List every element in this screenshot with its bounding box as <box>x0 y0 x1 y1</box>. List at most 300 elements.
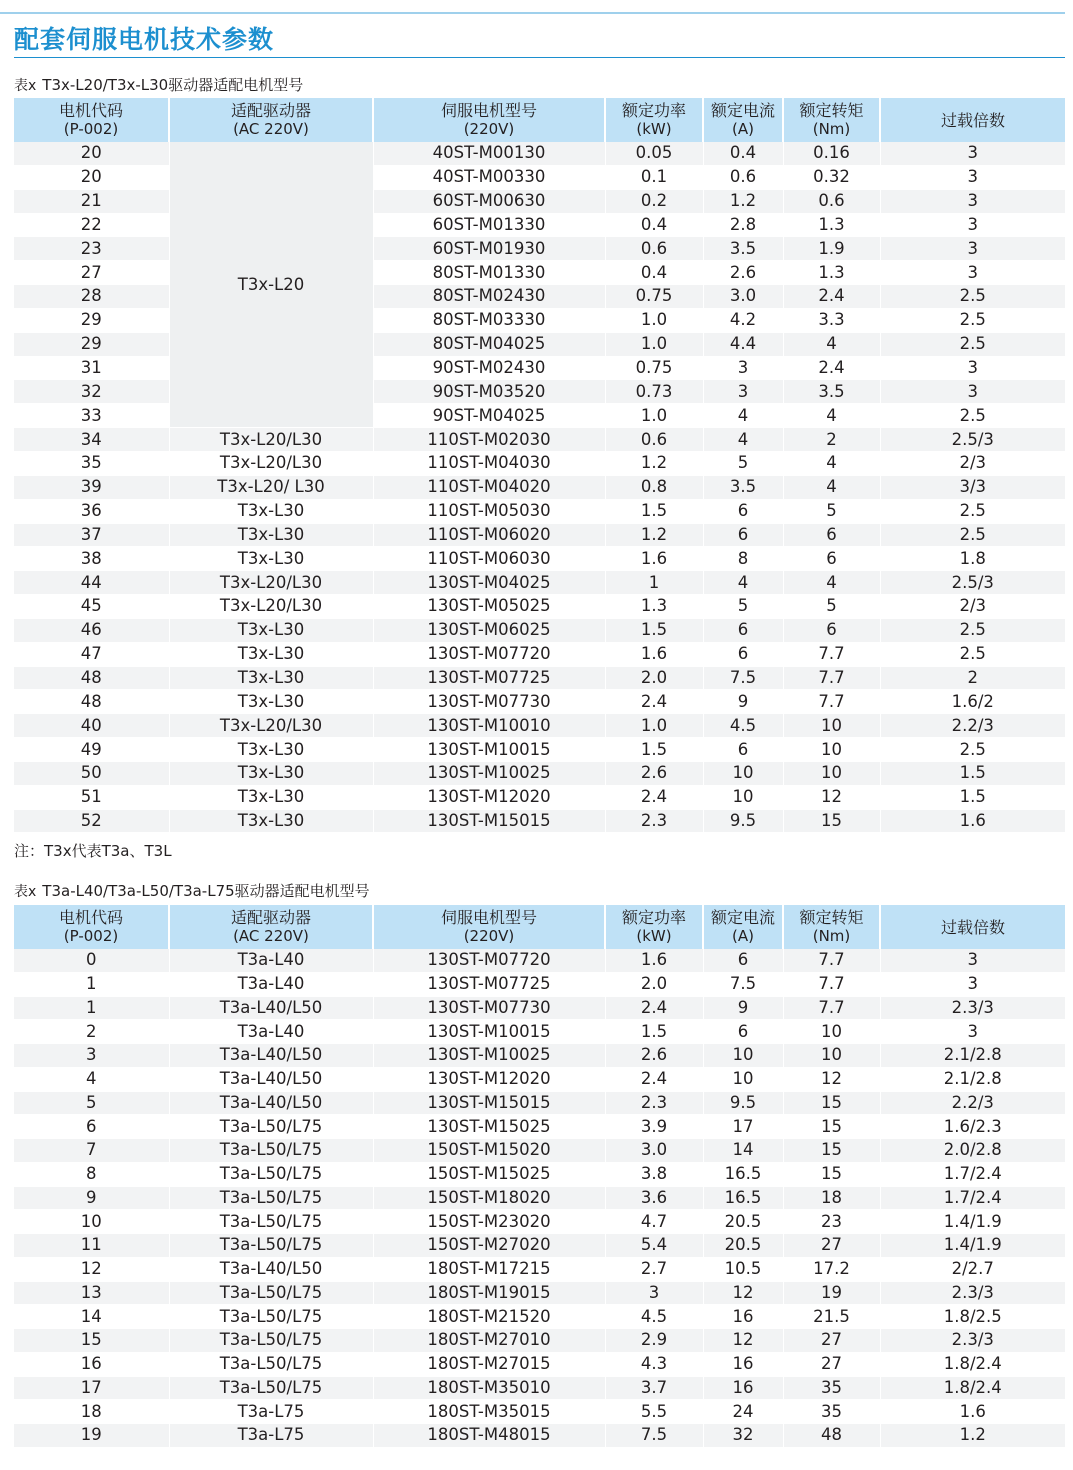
cell-rated-torque: 2.4 <box>783 356 880 380</box>
cell-rated-torque: 3.5 <box>783 380 880 404</box>
cell-motor-model: 110ST-M04020 <box>373 475 605 499</box>
table2-caption <box>14 880 370 901</box>
cell-rated-torque: 6 <box>783 547 880 571</box>
cell-rated-current: 0.4 <box>703 142 783 165</box>
cell-overload-ratio: 2.2/3 <box>880 714 1065 738</box>
cell-motor-model: 60ST-M01330 <box>373 213 605 237</box>
cell-motor-model: 130ST-M06025 <box>373 618 605 642</box>
cell-motor-model: 130ST-M07730 <box>373 690 605 714</box>
cell-rated-torque: 35 <box>783 1400 880 1424</box>
cell-driver: T3x-L20/L30 <box>169 451 373 475</box>
cell-rated-torque: 7.7 <box>783 666 880 690</box>
cell-rated-power: 2.3 <box>605 1091 703 1115</box>
cell-motor-code: 37 <box>14 523 169 547</box>
header-label: 伺服电机型号 <box>440 101 537 120</box>
cell-driver: T3x-L30 <box>169 618 373 642</box>
cell-overload-ratio: 3 <box>880 1020 1065 1044</box>
header-rated-power <box>605 98 703 142</box>
cell-overload-ratio: 2.5 <box>880 285 1065 309</box>
cell-motor-code: 23 <box>14 237 169 261</box>
cell-rated-current: 6 <box>703 499 783 523</box>
cell-motor-code: 13 <box>14 1281 169 1305</box>
table-row <box>14 618 1065 642</box>
motor-spec-table-2 <box>14 905 1065 1448</box>
cell-overload-ratio: 2.3/3 <box>880 1281 1065 1305</box>
cell-overload-ratio: 3 <box>880 237 1065 261</box>
cell-rated-current: 3.5 <box>703 237 783 261</box>
top-decorative-rule <box>0 12 1065 14</box>
cell-motor-code: 4 <box>14 1067 169 1091</box>
cell-motor-model: 80ST-M03330 <box>373 308 605 332</box>
cell-rated-power: 0.6 <box>605 237 703 261</box>
cell-driver: T3a-L50/L75 <box>169 1234 373 1258</box>
cell-motor-model: 130ST-M15015 <box>373 1091 605 1115</box>
cell-driver: T3a-L50/L75 <box>169 1115 373 1139</box>
cell-rated-power: 0.4 <box>605 213 703 237</box>
table1-caption-prefix: 表x <box>14 78 37 94</box>
cell-rated-torque: 17.2 <box>783 1257 880 1281</box>
cell-motor-model: 130ST-M15015 <box>373 809 605 833</box>
cell-motor-model: 180ST-M35010 <box>373 1376 605 1400</box>
table-row <box>14 523 1065 547</box>
cell-rated-power: 0.8 <box>605 475 703 499</box>
cell-driver: T3x-L30 <box>169 690 373 714</box>
table-row <box>14 571 1065 595</box>
cell-motor-code: 48 <box>14 690 169 714</box>
header-unit: (A) <box>732 120 754 138</box>
table2-caption-text: T3a-L40/T3a-L50/T3a-L75驱动器适配电机型号 <box>42 882 370 900</box>
header-unit: (kW) <box>636 927 672 945</box>
cell-overload-ratio: 3/3 <box>880 475 1065 499</box>
cell-overload-ratio: 2.5 <box>880 738 1065 762</box>
cell-driver: T3x-L20/L30 <box>169 571 373 595</box>
header-label: 额定功率 <box>621 908 686 927</box>
cell-rated-power: 2.4 <box>605 690 703 714</box>
cell-rated-torque: 48 <box>783 1424 880 1448</box>
cell-rated-torque: 4 <box>783 571 880 595</box>
cell-rated-torque: 10 <box>783 1044 880 1068</box>
cell-rated-current: 7.5 <box>703 972 783 996</box>
cell-overload-ratio: 2.2/3 <box>880 1091 1065 1115</box>
cell-overload-ratio: 2/2.7 <box>880 1257 1065 1281</box>
cell-overload-ratio: 2.1/2.8 <box>880 1044 1065 1068</box>
cell-motor-model: 130ST-M04025 <box>373 571 605 595</box>
cell-motor-code: 1 <box>14 972 169 996</box>
cell-overload-ratio: 1.7/2.4 <box>880 1186 1065 1210</box>
cell-overload-ratio: 2.3/3 <box>880 1329 1065 1353</box>
cell-overload-ratio: 2.5 <box>880 642 1065 666</box>
table-row <box>14 1210 1065 1234</box>
cell-driver: T3a-L40/L50 <box>169 996 373 1020</box>
cell-motor-model: 90ST-M03520 <box>373 380 605 404</box>
cell-rated-power: 1.6 <box>605 642 703 666</box>
cell-rated-power: 2.6 <box>605 761 703 785</box>
cell-rated-power: 0.75 <box>605 356 703 380</box>
header-rated-current <box>703 905 783 949</box>
cell-motor-model: 130ST-M10025 <box>373 761 605 785</box>
header-label: 额定转矩 <box>799 908 864 927</box>
cell-rated-current: 7.5 <box>703 666 783 690</box>
cell-driver: T3x-L30 <box>169 499 373 523</box>
cell-motor-model: 180ST-M27015 <box>373 1352 605 1376</box>
table-header-row <box>14 98 1065 142</box>
cell-driver: T3a-L40/L50 <box>169 1091 373 1115</box>
cell-rated-power: 1.0 <box>605 404 703 428</box>
table-row <box>14 949 1065 972</box>
cell-motor-code: 48 <box>14 666 169 690</box>
cell-driver-merged: T3x-L20 <box>169 142 373 428</box>
cell-rated-current: 6 <box>703 1020 783 1044</box>
cell-rated-torque: 1.3 <box>783 213 880 237</box>
cell-motor-model: 180ST-M19015 <box>373 1281 605 1305</box>
cell-rated-current: 16 <box>703 1305 783 1329</box>
cell-rated-torque: 35 <box>783 1376 880 1400</box>
table-row <box>14 738 1065 762</box>
cell-rated-current: 14 <box>703 1139 783 1163</box>
cell-rated-current: 4.5 <box>703 714 783 738</box>
cell-motor-code: 50 <box>14 761 169 785</box>
cell-rated-torque: 10 <box>783 714 880 738</box>
table-row <box>14 642 1065 666</box>
cell-rated-power: 0.2 <box>605 189 703 213</box>
cell-rated-torque: 4 <box>783 404 880 428</box>
cell-motor-model: 130ST-M10025 <box>373 1044 605 1068</box>
cell-motor-code: 29 <box>14 332 169 356</box>
cell-overload-ratio: 1.5 <box>880 785 1065 809</box>
cell-rated-torque: 15 <box>783 1139 880 1163</box>
header-unit: (P-002) <box>63 927 119 945</box>
cell-overload-ratio: 2.5/3 <box>880 571 1065 595</box>
cell-rated-torque: 15 <box>783 1162 880 1186</box>
table-row <box>14 1329 1065 1353</box>
cell-motor-code: 45 <box>14 595 169 619</box>
cell-overload-ratio: 2.5/3 <box>880 428 1065 452</box>
cell-rated-power: 7.5 <box>605 1424 703 1448</box>
table-row <box>14 595 1065 619</box>
cell-motor-code: 3 <box>14 1044 169 1068</box>
header-unit: (A) <box>732 927 754 945</box>
cell-motor-code: 15 <box>14 1329 169 1353</box>
cell-rated-torque: 10 <box>783 1020 880 1044</box>
header-unit: (Nm) <box>812 120 851 138</box>
cell-rated-torque: 5 <box>783 595 880 619</box>
cell-motor-code: 21 <box>14 189 169 213</box>
cell-rated-torque: 7.7 <box>783 642 880 666</box>
cell-motor-model: 150ST-M23020 <box>373 1210 605 1234</box>
cell-rated-power: 1.5 <box>605 738 703 762</box>
cell-driver: T3x-L20/ L30 <box>169 475 373 499</box>
header-unit: (kW) <box>636 120 672 138</box>
table-row <box>14 785 1065 809</box>
cell-motor-code: 39 <box>14 475 169 499</box>
cell-motor-code: 16 <box>14 1352 169 1376</box>
cell-motor-model: 130ST-M07725 <box>373 972 605 996</box>
cell-rated-power: 0.1 <box>605 165 703 189</box>
cell-motor-model: 130ST-M10015 <box>373 738 605 762</box>
cell-rated-power: 5.4 <box>605 1234 703 1258</box>
cell-rated-power: 1.6 <box>605 949 703 972</box>
cell-motor-model: 110ST-M06030 <box>373 547 605 571</box>
cell-rated-current: 10.5 <box>703 1257 783 1281</box>
cell-driver: T3x-L30 <box>169 523 373 547</box>
cell-driver: T3x-L30 <box>169 785 373 809</box>
cell-motor-code: 1 <box>14 996 169 1020</box>
cell-motor-code: 0 <box>14 949 169 972</box>
header-motor-model <box>373 905 605 949</box>
header-unit: (220V) <box>463 120 515 138</box>
header-label: 额定转矩 <box>799 101 864 120</box>
header-label: 额定功率 <box>621 101 686 120</box>
table-row <box>14 1400 1065 1424</box>
cell-rated-power: 2.0 <box>605 972 703 996</box>
cell-overload-ratio: 3 <box>880 165 1065 189</box>
cell-motor-model: 180ST-M17215 <box>373 1257 605 1281</box>
cell-motor-model: 130ST-M12020 <box>373 1067 605 1091</box>
cell-motor-model: 90ST-M04025 <box>373 404 605 428</box>
cell-rated-power: 4.3 <box>605 1352 703 1376</box>
cell-rated-power: 1.0 <box>605 308 703 332</box>
header-rated-torque <box>783 905 880 949</box>
cell-rated-current: 12 <box>703 1281 783 1305</box>
cell-rated-power: 3 <box>605 1281 703 1305</box>
cell-driver: T3x-L20/L30 <box>169 595 373 619</box>
cell-motor-model: 40ST-M00130 <box>373 142 605 165</box>
cell-motor-code: 32 <box>14 380 169 404</box>
cell-overload-ratio: 2.5 <box>880 308 1065 332</box>
cell-rated-current: 4 <box>703 571 783 595</box>
cell-rated-torque: 27 <box>783 1329 880 1353</box>
cell-rated-power: 0.05 <box>605 142 703 165</box>
cell-motor-code: 35 <box>14 451 169 475</box>
cell-driver: T3a-L50/L75 <box>169 1186 373 1210</box>
cell-motor-model: 150ST-M18020 <box>373 1186 605 1210</box>
cell-motor-model: 60ST-M01930 <box>373 237 605 261</box>
cell-overload-ratio: 1.4/1.9 <box>880 1234 1065 1258</box>
cell-motor-model: 130ST-M10015 <box>373 1020 605 1044</box>
header-driver <box>169 905 373 949</box>
cell-motor-model: 110ST-M06020 <box>373 523 605 547</box>
cell-rated-power: 1.3 <box>605 595 703 619</box>
cell-rated-current: 16.5 <box>703 1162 783 1186</box>
cell-motor-model: 40ST-M00330 <box>373 165 605 189</box>
cell-driver: T3x-L30 <box>169 642 373 666</box>
cell-driver: T3a-L75 <box>169 1424 373 1448</box>
cell-rated-power: 4.5 <box>605 1305 703 1329</box>
cell-rated-torque: 12 <box>783 785 880 809</box>
header-rated-torque <box>783 98 880 142</box>
cell-rated-torque: 4 <box>783 332 880 356</box>
motor-spec-table-1 <box>14 98 1065 833</box>
cell-rated-current: 24 <box>703 1400 783 1424</box>
cell-overload-ratio: 2 <box>880 666 1065 690</box>
cell-overload-ratio: 3 <box>880 142 1065 165</box>
cell-rated-power: 1.2 <box>605 523 703 547</box>
cell-motor-model: 180ST-M21520 <box>373 1305 605 1329</box>
cell-driver: T3x-L30 <box>169 809 373 833</box>
cell-rated-power: 2.9 <box>605 1329 703 1353</box>
header-motor-code <box>14 905 169 949</box>
table-row <box>14 499 1065 523</box>
table-row <box>14 475 1065 499</box>
cell-overload-ratio: 1.8 <box>880 547 1065 571</box>
table-row <box>14 451 1065 475</box>
table1-caption-text: T3x-L20/T3x-L30驱动器适配电机型号 <box>42 76 304 94</box>
cell-motor-code: 27 <box>14 261 169 285</box>
cell-rated-torque: 5 <box>783 499 880 523</box>
cell-rated-power: 0.73 <box>605 380 703 404</box>
cell-rated-current: 5 <box>703 595 783 619</box>
cell-rated-torque: 4 <box>783 475 880 499</box>
cell-motor-code: 36 <box>14 499 169 523</box>
cell-rated-power: 3.6 <box>605 1186 703 1210</box>
cell-rated-current: 6 <box>703 523 783 547</box>
cell-motor-code: 5 <box>14 1091 169 1115</box>
cell-rated-torque: 27 <box>783 1352 880 1376</box>
cell-motor-code: 17 <box>14 1376 169 1400</box>
cell-rated-current: 6 <box>703 738 783 762</box>
header-overload-ratio <box>880 905 1065 949</box>
table-row <box>14 1186 1065 1210</box>
cell-motor-model: 150ST-M15020 <box>373 1139 605 1163</box>
cell-rated-torque: 27 <box>783 1234 880 1258</box>
cell-overload-ratio: 2.0/2.8 <box>880 1139 1065 1163</box>
cell-rated-torque: 15 <box>783 1091 880 1115</box>
cell-motor-code: 52 <box>14 809 169 833</box>
cell-rated-current: 4.4 <box>703 332 783 356</box>
header-label: 适配驱动器 <box>230 908 311 927</box>
cell-rated-current: 17 <box>703 1115 783 1139</box>
cell-driver: T3x-L30 <box>169 547 373 571</box>
cell-rated-current: 9.5 <box>703 809 783 833</box>
cell-motor-model: 80ST-M02430 <box>373 285 605 309</box>
cell-rated-power: 0.6 <box>605 428 703 452</box>
table-row <box>14 690 1065 714</box>
cell-driver: T3a-L50/L75 <box>169 1162 373 1186</box>
cell-rated-power: 1.0 <box>605 714 703 738</box>
table-row <box>14 1115 1065 1139</box>
cell-rated-torque: 2 <box>783 428 880 452</box>
cell-rated-power: 1.5 <box>605 499 703 523</box>
cell-rated-current: 4 <box>703 428 783 452</box>
cell-rated-current: 6 <box>703 618 783 642</box>
cell-overload-ratio: 1.6 <box>880 1400 1065 1424</box>
cell-motor-code: 33 <box>14 404 169 428</box>
cell-rated-power: 1 <box>605 571 703 595</box>
cell-overload-ratio: 2.5 <box>880 618 1065 642</box>
cell-rated-torque: 4 <box>783 451 880 475</box>
cell-driver: T3x-L30 <box>169 761 373 785</box>
cell-rated-torque: 18 <box>783 1186 880 1210</box>
table-row <box>14 1020 1065 1044</box>
table-row <box>14 1257 1065 1281</box>
header-label: 过载倍数 <box>940 917 1005 937</box>
cell-rated-current: 1.2 <box>703 189 783 213</box>
cell-rated-current: 32 <box>703 1424 783 1448</box>
cell-motor-model: 130ST-M10010 <box>373 714 605 738</box>
cell-rated-current: 4 <box>703 404 783 428</box>
cell-rated-current: 16 <box>703 1376 783 1400</box>
cell-motor-code: 18 <box>14 1400 169 1424</box>
cell-rated-torque: 7.7 <box>783 690 880 714</box>
header-overload-ratio <box>880 98 1065 142</box>
cell-rated-power: 2.4 <box>605 785 703 809</box>
title-underline <box>14 57 1065 58</box>
header-label: 额定电流 <box>710 101 775 120</box>
cell-motor-code: 38 <box>14 547 169 571</box>
cell-driver: T3a-L40/L50 <box>169 1257 373 1281</box>
cell-rated-current: 10 <box>703 1067 783 1091</box>
cell-overload-ratio: 3 <box>880 949 1065 972</box>
cell-motor-model: 180ST-M35015 <box>373 1400 605 1424</box>
table-row <box>14 1234 1065 1258</box>
cell-motor-model: 80ST-M04025 <box>373 332 605 356</box>
cell-motor-code: 44 <box>14 571 169 595</box>
cell-overload-ratio: 2.5 <box>880 332 1065 356</box>
table-row <box>14 1376 1065 1400</box>
table-row <box>14 547 1065 571</box>
table-header-row <box>14 905 1065 949</box>
cell-rated-current: 6 <box>703 642 783 666</box>
page-title: 配套伺服电机技术参数 <box>14 25 275 54</box>
cell-overload-ratio: 1.6/2 <box>880 690 1065 714</box>
cell-motor-model: 150ST-M27020 <box>373 1234 605 1258</box>
table-row <box>14 1281 1065 1305</box>
table-row <box>14 809 1065 833</box>
cell-rated-power: 1.5 <box>605 1020 703 1044</box>
cell-overload-ratio: 1.7/2.4 <box>880 1162 1065 1186</box>
cell-rated-current: 12 <box>703 1329 783 1353</box>
table-row <box>14 666 1065 690</box>
cell-rated-current: 8 <box>703 547 783 571</box>
cell-motor-code: 12 <box>14 1257 169 1281</box>
cell-rated-power: 2.3 <box>605 809 703 833</box>
cell-driver: T3a-L40 <box>169 1020 373 1044</box>
table-row <box>14 1424 1065 1448</box>
cell-rated-power: 2.4 <box>605 996 703 1020</box>
table-row <box>14 1352 1065 1376</box>
cell-overload-ratio: 2/3 <box>880 595 1065 619</box>
cell-driver: T3x-L30 <box>169 738 373 762</box>
cell-motor-code: 40 <box>14 714 169 738</box>
cell-motor-code: 28 <box>14 285 169 309</box>
cell-rated-power: 1.2 <box>605 451 703 475</box>
cell-rated-torque: 19 <box>783 1281 880 1305</box>
cell-motor-model: 130ST-M05025 <box>373 595 605 619</box>
header-driver <box>169 98 373 142</box>
cell-rated-torque: 10 <box>783 738 880 762</box>
cell-overload-ratio: 3 <box>880 356 1065 380</box>
cell-motor-code: 8 <box>14 1162 169 1186</box>
cell-motor-code: 31 <box>14 356 169 380</box>
cell-rated-torque: 1.9 <box>783 237 880 261</box>
cell-overload-ratio: 2.5 <box>880 523 1065 547</box>
cell-overload-ratio: 3 <box>880 213 1065 237</box>
cell-rated-power: 3.7 <box>605 1376 703 1400</box>
cell-rated-current: 16 <box>703 1352 783 1376</box>
cell-overload-ratio: 1.8/2.4 <box>880 1376 1065 1400</box>
cell-motor-model: 150ST-M15025 <box>373 1162 605 1186</box>
cell-driver: T3a-L50/L75 <box>169 1305 373 1329</box>
cell-rated-current: 3.0 <box>703 285 783 309</box>
cell-motor-model: 130ST-M07730 <box>373 996 605 1020</box>
cell-rated-power: 0.4 <box>605 261 703 285</box>
header-rated-current <box>703 98 783 142</box>
cell-rated-current: 16.5 <box>703 1186 783 1210</box>
header-unit: (220V) <box>463 927 515 945</box>
cell-motor-code: 47 <box>14 642 169 666</box>
cell-rated-torque: 10 <box>783 761 880 785</box>
cell-motor-code: 20 <box>14 142 169 165</box>
